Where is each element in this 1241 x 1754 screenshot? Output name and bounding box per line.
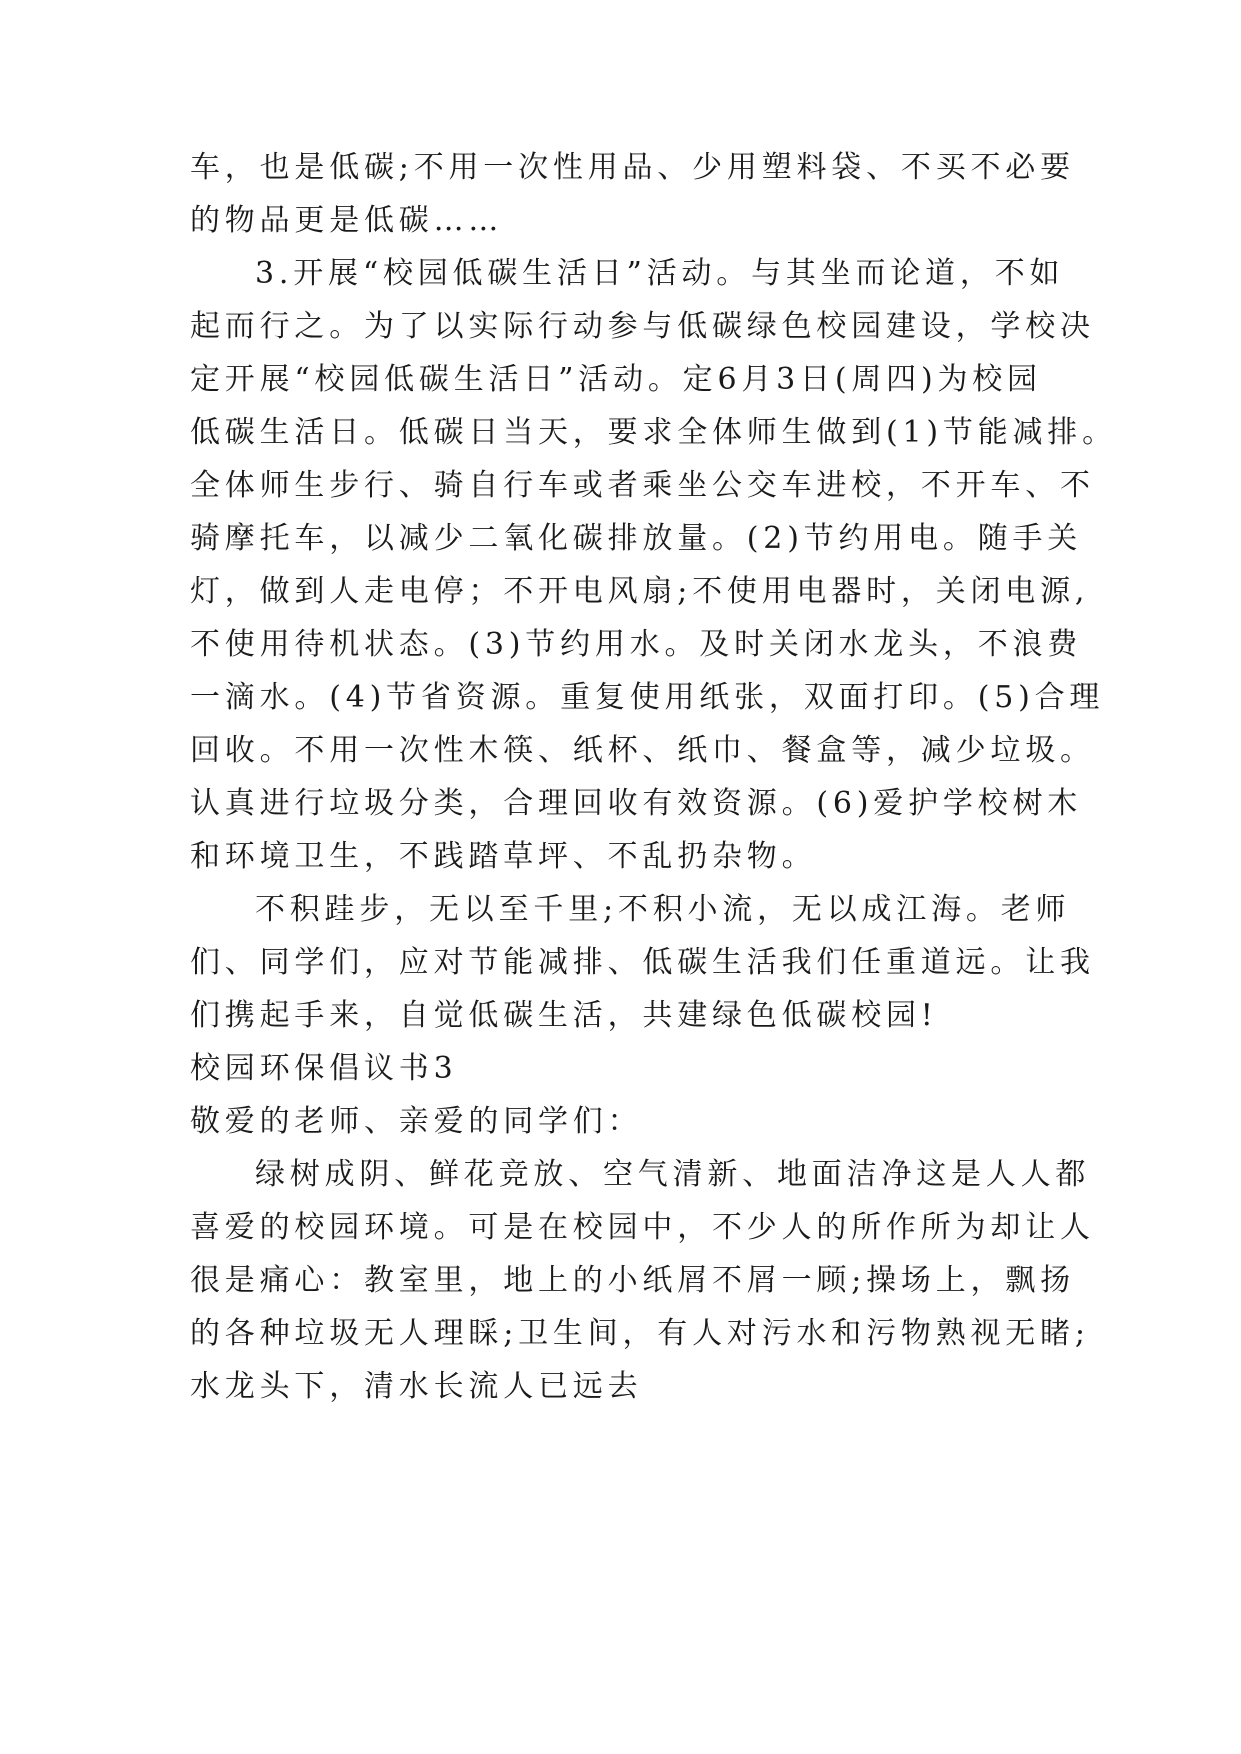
text-line: 车，也是低碳;不用一次性用品、少用塑料袋、不买不必要 xyxy=(190,150,1075,185)
text-line: 的各种垃圾无人理睬;卫生间，有人对污水和污物熟视无睹; xyxy=(190,1316,1090,1351)
salutation: 敬爱的老师、亲爱的同学们： xyxy=(190,1104,643,1139)
text-line: 不积跬步，无以至千里;不积小流，无以成江海。老师 xyxy=(255,892,1071,927)
text-line: 的物品更是低碳…… xyxy=(190,203,504,238)
text-line: 们、同学们，应对节能减排、低碳生活我们任重道远。让我 xyxy=(190,945,1095,980)
text-line: 水龙头下，清水长流人已远去 xyxy=(190,1369,643,1404)
text-line: 和环境卫生，不践踏草坪、不乱扔杂物。 xyxy=(190,839,817,874)
text-line: 回收。不用一次性木筷、纸杯、纸巾、餐盒等，减少垃圾。 xyxy=(190,733,1095,768)
text-line: 灯，做到人走电停；不开电风扇;不使用电器时，关闭电源, xyxy=(190,574,1090,609)
text-line: 定开展“校园低碳生活日”活动。定6月3日(周四)为校园 xyxy=(190,362,1042,397)
text-line: 不使用待机状态。(3)节约用水。及时关闭水龙头，不浪费 xyxy=(190,627,1083,662)
text-line: 喜爱的校园环境。可是在校园中，不少人的所作所为却让人 xyxy=(190,1210,1095,1245)
text-line: 3.开展“校园低碳生活日”活动。与其坐而论道，不如 xyxy=(255,256,1065,291)
text-line: 全体师生步行、骑自行车或者乘坐公交车进校，不开车、不 xyxy=(190,468,1095,503)
text-line: 绿树成阴、鲜花竞放、空气清新、地面洁净这是人人都 xyxy=(255,1157,1091,1192)
text-line: 骑摩托车，以减少二氧化碳排放量。(2)节约用电。随手关 xyxy=(190,521,1083,556)
section-heading: 校园环保倡议书3 xyxy=(190,1051,458,1086)
text-line: 认真进行垃圾分类，合理回收有效资源。(6)爱护学校树木 xyxy=(190,786,1083,821)
text-line: 低碳生活日。低碳日当天，要求全体师生做到(1)节能减排。 xyxy=(190,415,1117,450)
text-line: 一滴水。(4)节省资源。重复使用纸张，双面打印。(5)合理 xyxy=(190,680,1105,715)
text-line: 起而行之。为了以实际行动参与低碳绿色校园建设，学校决 xyxy=(190,309,1095,344)
text-line: 们携起手来，自觉低碳生活，共建绿色低碳校园! xyxy=(190,998,938,1033)
text-line: 很是痛心：教室里，地上的小纸屑不屑一顾;操场上，飘扬 xyxy=(190,1263,1075,1298)
